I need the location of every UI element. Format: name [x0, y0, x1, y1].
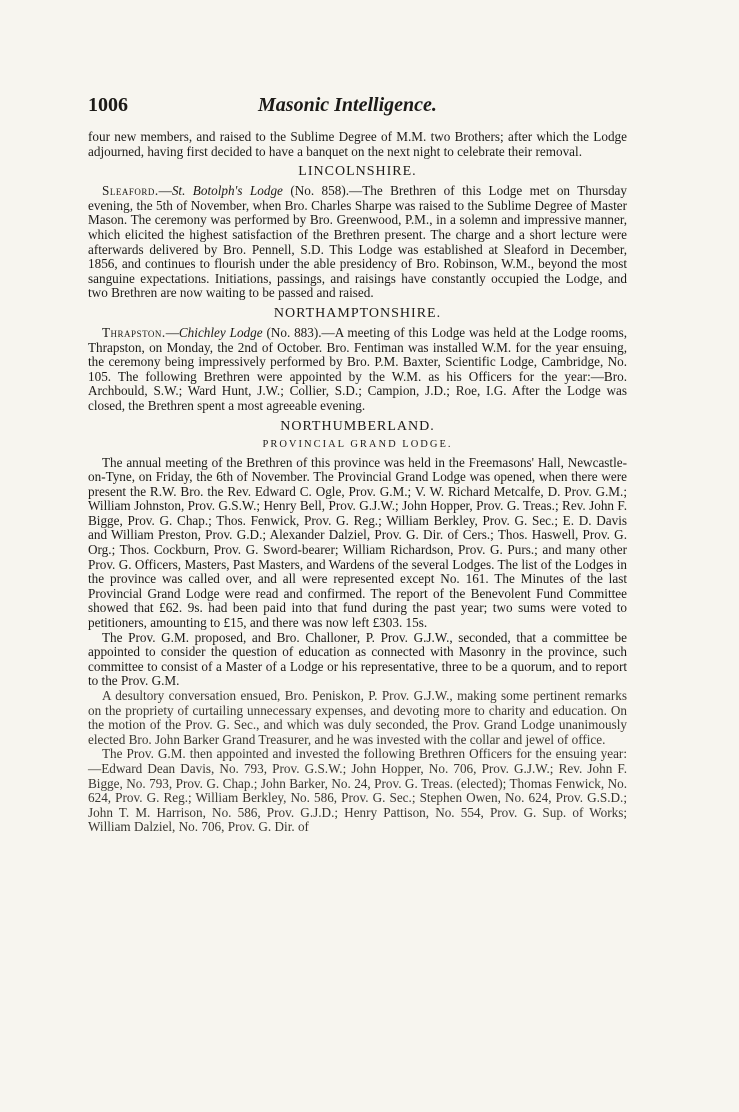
- running-head: Masonic Intelligence.: [258, 94, 437, 116]
- faint-text-block: [88, 689, 627, 835]
- northumberland-paragraph-4: The Prov. G.M. then appointed and invested the following Brethren Officers for the ensuing year:—Edward Dean Davis, No. 793, Prov. G.S.W.; John Hopper, No. 706, Prov. G.J.W.; Rev. John F. Bigge, No. 793, Prov. G. Chap.; John Barker, No. 24, Prov. G. Treas. (elected); Thomas Fenwick, No. 624, Prov. G. Reg.; William Berkley, No. 586, Prov. G. Sec.; Stephen Owen, No. 624, Prov. G.S.D.; John T. M. Harrison, No. 586, Prov. G.J.D.; Henry Pattison, No. 554, Prov. G. Sup. of Works; William Dalziel, No. 706, Prov. G. Dir. of: [88, 746, 627, 835]
- lodge-name: St. Botolph's Lodge: [171, 183, 283, 199]
- lodge-name: Chichley Lodge: [178, 324, 263, 340]
- lincolnshire-paragraph: Sleaford.—St. Botolph's Lodge (No. 858).—The Brethren of this Lodge met on Thursday evening, the 5th of November, when Bro. Charles Sharpe was raised to the Sublime Degree of Master Mason. The ceremony was performed by Bro. Greenwood, P.M., in a solemn and impressive manner, which elicited the highest satisfaction of the Brethren present. The charge and a short lecture were afterwards delivered by Bro. Pennell, S.D. This Lodge was established at Sleaford in December, 1856, and continues to flourish under the able presidency of Bro. Robinson, W.M., beyond the most sanguine expectations. Initiations, passings, and raisings have constantly occupied the Lodge, and two Brethren are now waiting to be passed and raised.: [88, 183, 628, 301]
- northumberland-paragraph-2: The Prov. G.M. proposed, and Bro. Challoner, P. Prov. G.J.W., seconded, that a committee be appointed to consider the question of education as connected with Masonry in the province, such committee to consist of a Master of a Lodge or his representative, three to be a quorum, and to report to the Prov. G.M.: [88, 629, 627, 689]
- section-heading-lincolnshire: LINCOLNSHIRE.: [298, 164, 417, 180]
- page-number: 1006: [88, 94, 128, 116]
- section-subheading: PROVINCIAL GRAND LODGE.: [262, 438, 453, 450]
- place-name: Sleaford.: [102, 183, 159, 199]
- paragraph-text: (No. 883).—A meeting of this Lodge was held at the Lodge rooms, Thrapston, on Monday, the 2nd of October. Bro. Fentiman was installed W.M. for the year ensuing, the ceremony being impressively performed by Bro. P.M. Baxter, Scientific Lodge, Cambridge, No. 105. The following Brethren were appointed by the W.M. as his Officers for the year:—Bro. Archbould, S.W.; Ward Hunt, J.W.; Collier, S.D.; Campion, J.D.; Roe, I.G. After the Lodge was closed, the Brethren spent a most agreeable evening.: [88, 324, 628, 413]
- northumberland-paragraph-1: The annual meeting of the Brethren of this province was held in the Freemasons' Hall, Newcastle-on-Tyne, on Friday, the 6th of November. The Provincial Grand Lodge was opened, when there were present the R.W. Bro. the Rev. Edward C. Ogle, Prov. G.M.; V. W. Richard Metcalfe, D. Prov. G.M.; William Johnston, Prov. G.S.W.; Henry Bell, Prov. G.J.W.; John Hopper, Prov. G. Treas.; Rev. John F. Bigge, Prov. G. Chap.; Thos. Fenwick, Prov. G. Reg.; William Berkley, Prov. G. Sec.; E. D. Davis and William Preston, Prov. G.D.; Alexander Dalziel, Prov. G. Dir. of Cers.; Thos. Haswell, Prov. G. Org.; Thos. Cockburn, Prov. G. Sword-bearer; William Richardson, Prov. G. Purs.; and many other Prov. G. Officers, Masters, Past Masters, and Wardens of the several Lodges. The list of the Lodges in the province was called over, and all were represented except No. 161. The Minutes of the last Provincial Grand Lodge were read and confirmed. The report of the Benevolent Fund Committee showed that £62. 9s. had been paid into that fund during the past year; two sums were voted to petitioners, amounting to £15, and there was now left £303. 15s.: [88, 454, 627, 631]
- northumberland-paragraph-3: A desultory conversation ensued, Bro. Peniskon, P. Prov. G.J.W., making some pertinent remarks on the propriety of curtailing unnecessary expenses, and devoting more to charity and education. On the motion of the Prov. G. Sec., and which was duly seconded, the Prov. Grand Lodge unanimously elected Bro. John Barker Grand Treasurer, and he was invested with the collar and jewel of office.: [88, 688, 627, 747]
- section-heading-northamptonshire: NORTHAMPTONSHIRE.: [273, 305, 442, 321]
- section-heading-northumberland: NORTHUMBERLAND.: [280, 418, 435, 434]
- northamptonshire-paragraph: Thrapston.—Chichley Lodge (No. 883).—A meeting of this Lodge was held at the Lodge rooms, Thrapston, on Monday, the 2nd of October. Bro. Fentiman was installed W.M. for the year ensuing, the ceremony being impressively performed by Bro. P.M. Baxter, Scientific Lodge, Cambridge, No. 105. The following Brethren were appointed by the W.M. as his Officers for the year:—Bro. Archbould, S.W.; Ward Hunt, J.W.; Collier, S.D.; Campion, J.D.; Roe, I.G. After the Lodge was closed, the Brethren spent a most agreeable evening.: [88, 324, 628, 413]
- paragraph-text: (No. 858).—The Brethren of this Lodge met on Thursday evening, the 5th of November, when Bro. Charles Sharpe was raised to the Sublime Degree of Master Mason. The ceremony was performed by Bro. Greenwood, P.M., in a solemn and impressive manner, which elicited the highest satisfaction of the Brethren present. The charge and a short lecture were afterwards delivered by Bro. Pennell, S.D. This Lodge was established at Sleaford in December, 1856, and continues to flourish under the able presidency of Bro. Robinson, W.M., beyond the most sanguine expectations. Initiations, passings, and raisings have constantly occupied the Lodge, and two Brethren are now waiting to be passed and raised.: [88, 183, 628, 301]
- place-name: Thrapston.: [102, 324, 166, 340]
- page-header: [88, 94, 627, 120]
- intro-paragraph: four new members, and raised to the Sublime Degree of M.M. two Brothers; after which the Lodge adjourned, having first decided to have a banquet on the next night to celebrate their removal.: [88, 129, 627, 159]
